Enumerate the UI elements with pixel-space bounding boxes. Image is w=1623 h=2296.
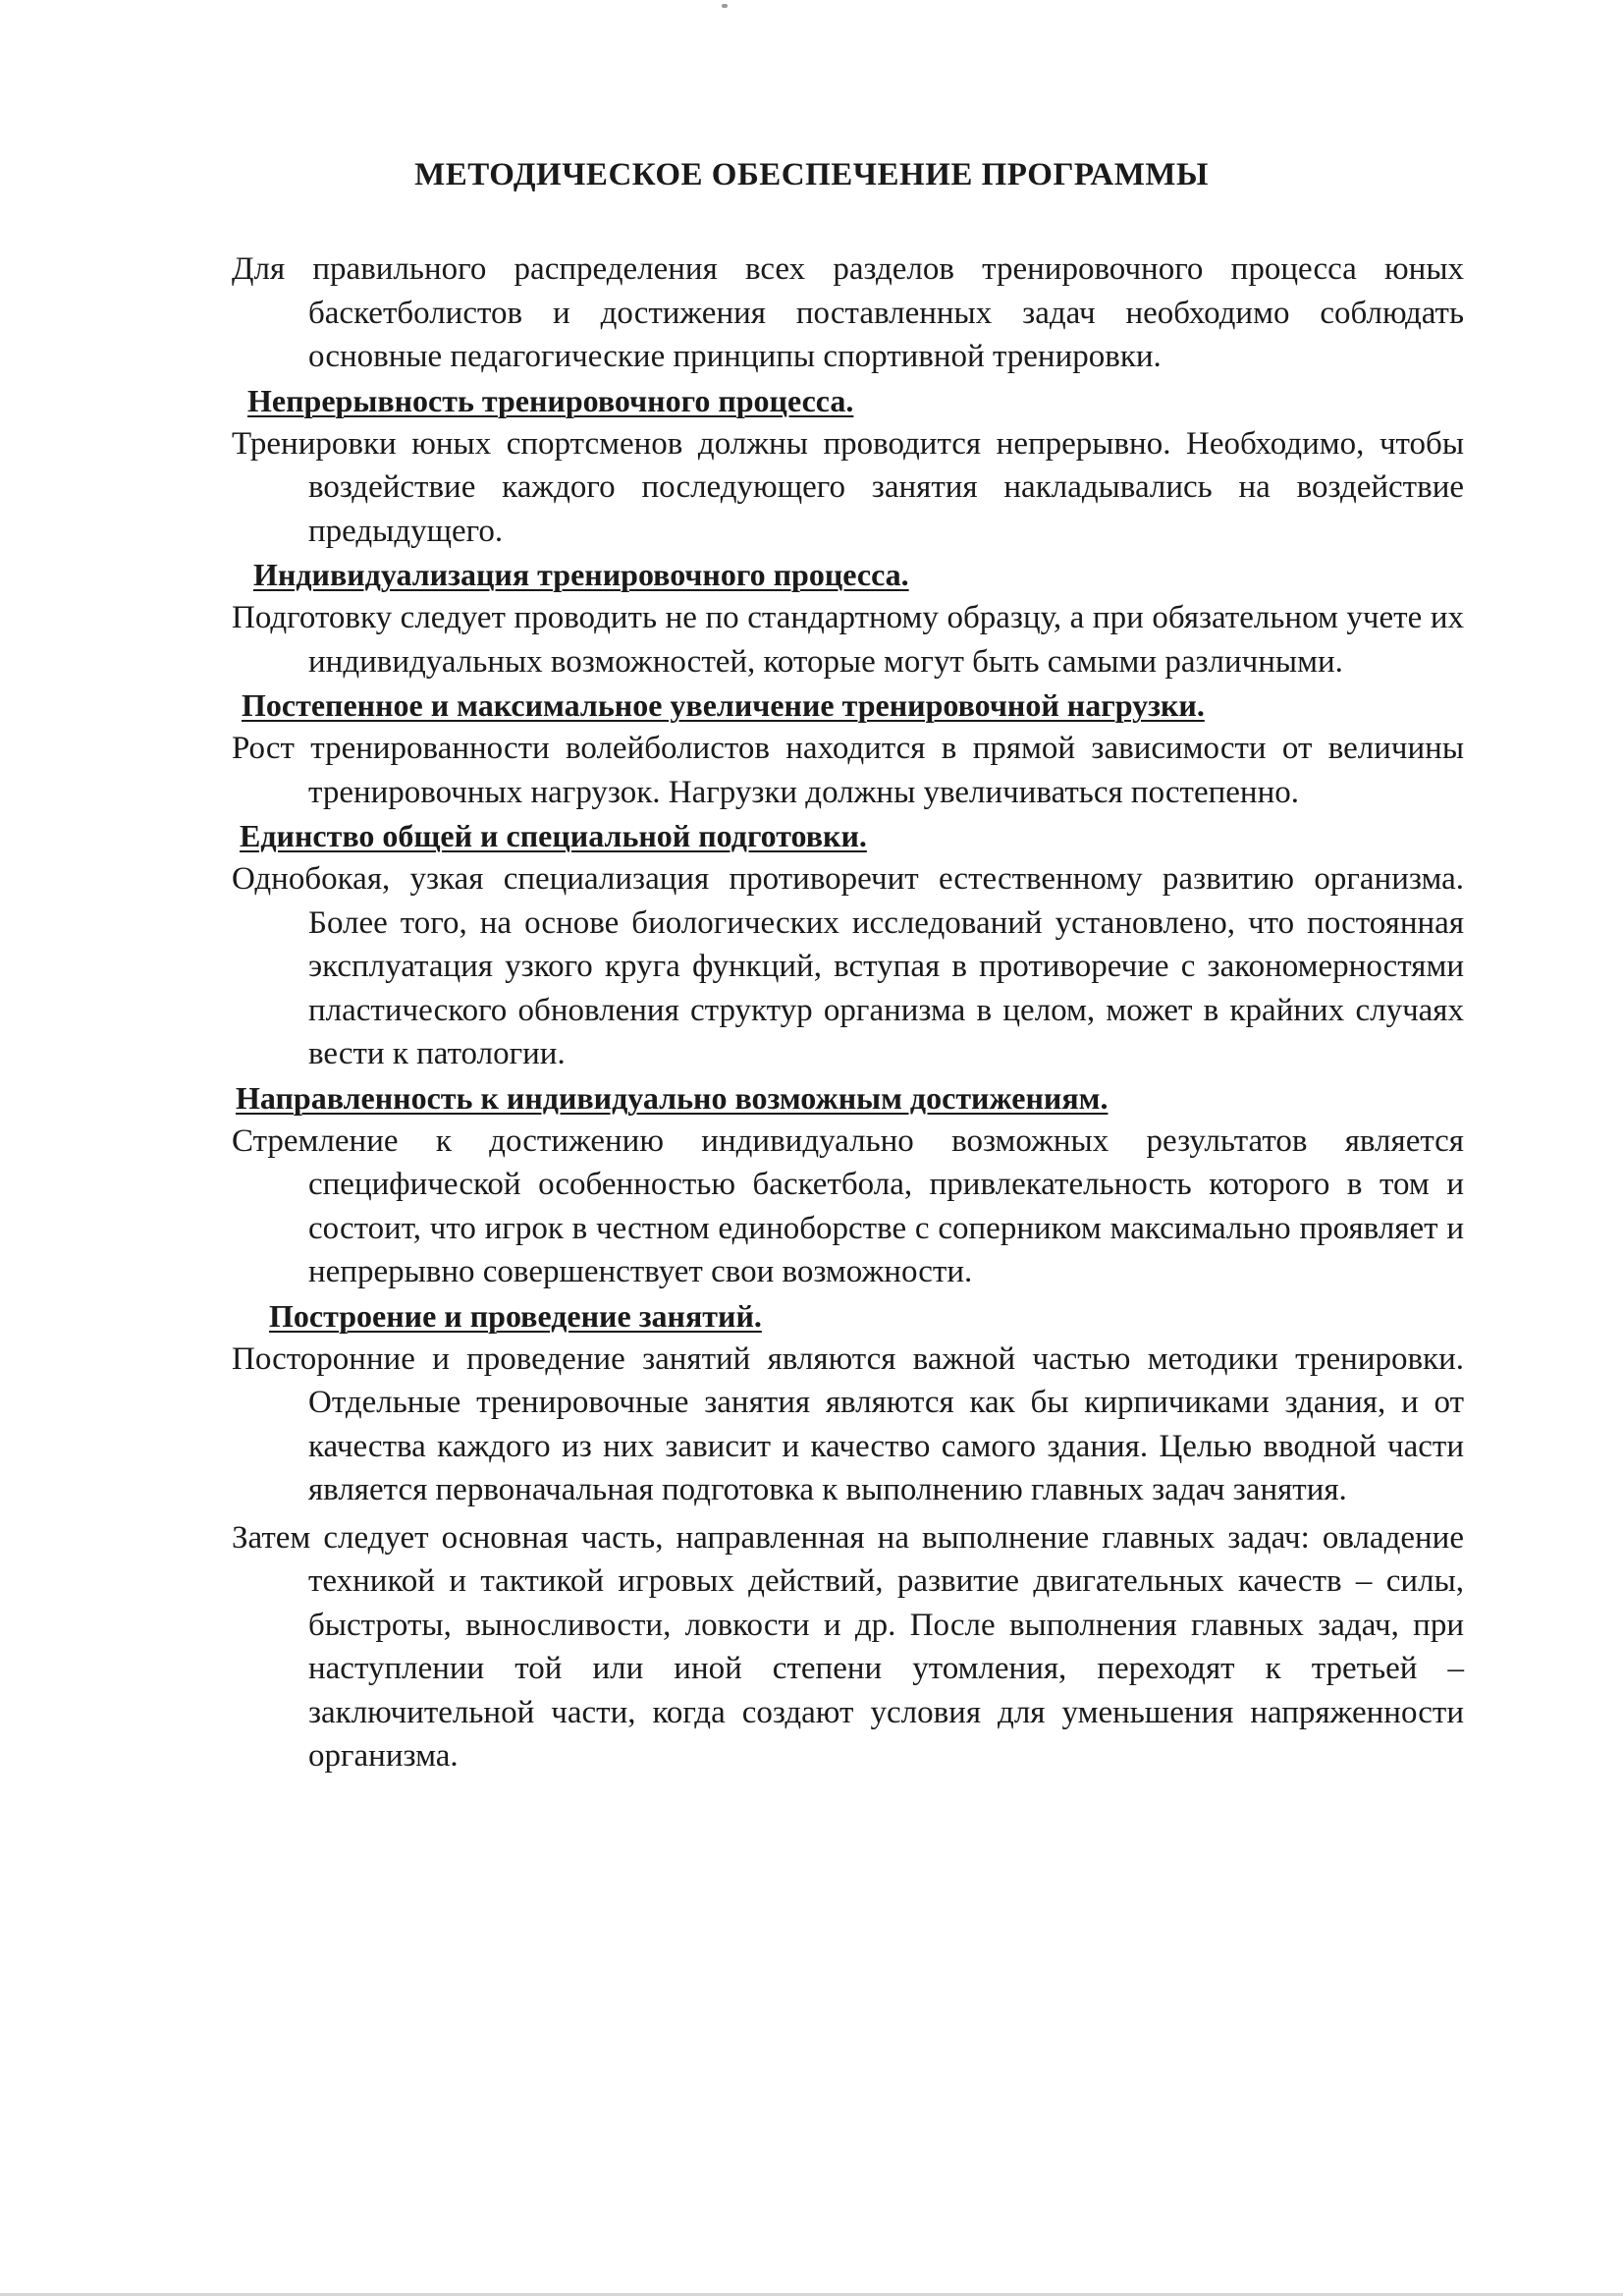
scan-artifact xyxy=(722,4,728,8)
section-heading-individualization: Индивидуализация тренировочного процесса. xyxy=(253,557,909,592)
section-heading-lessons: Построение и проведение занятий. xyxy=(269,1297,762,1334)
section-text-general-special: Однобокая, узкая специализация противоречит естественному развитию организма. Более того, на основе биологических исследований установлено, что постоянная эксплуатация узкого круга функций, вступая в противоречие с закономерностями пластического обновления структур организма в целом, может в крайних случаях вести к патологии. xyxy=(232,861,1464,1071)
section-text-continuity: Тренировки юных спортсменов должны проводится непрерывно. Необходимо, чтобы воздействие каждого последующего занятия накладывались на воздействие предыдущего. xyxy=(232,425,1464,549)
document-title: МЕТОДИЧЕСКОЕ ОБЕСПЕЧЕНИЕ ПРОГРАММЫ xyxy=(414,157,1209,192)
section-text-achievements: Стремление к достижению индивидуально возможных результатов является специфической особенностью баскетбола, привлекательность которого в том и состоит, что игрок в честном единоборстве с соперником максимально проявляет и непрерывно совершенствует свои возможности. xyxy=(232,1122,1464,1289)
section-heading-achievements: Направленность к индивидуально возможным достижениям. xyxy=(236,1079,1109,1116)
section-text-lessons: Посторонние и проведение занятий являются важной частью методики тренировки. Отдельные тренировочные занятия являются как бы кирпичиками здания, и от качества каждого из них зависит и качество самого здания. Целью вводной части является первоначальная подготовка к выполнению главных задач занятия. xyxy=(232,1340,1464,1507)
closing-paragraph: Затем следует основная часть, направленная на выполнение главных задач: овладение техникой и тактикой игровых действий, развитие двигательных качеств – силы, быстроты, выносливости, ловкости и др. После выполнения главных задач, при наступлении той или иной степени утомления, переходят к третьей – заключительной части, когда создают условия для уменьшения напряженности организма. xyxy=(232,1519,1464,1774)
section-text-individualization: Подготовку следует проводить не по стандартному образцу, а при обязательном учете их индивидуальных возможностей, которые могут быть самыми различными. xyxy=(232,600,1464,680)
section-heading-general-special: Единство общей и специальной подготовки. xyxy=(240,818,867,853)
intro-paragraph: Для правильного распределения всех разделов тренировочного процесса юных баскетболистов и достижения поставленных задач необходимо соблюдать основные педагогические принципы спортивной тренировки. xyxy=(232,251,1464,374)
document-body xyxy=(232,247,1464,1778)
section-heading-continuity: Непрерывность тренировочного процесса. xyxy=(247,382,854,418)
section-heading-load-increase: Постепенное и максимальное увеличение тренировочной нагрузки. xyxy=(242,687,1205,723)
section-text-load-increase: Рост тренированности волейболистов находится в прямой зависимости от величины тренировочных нагрузок. Нагрузки должны увеличиваться постепенно. xyxy=(232,731,1464,810)
